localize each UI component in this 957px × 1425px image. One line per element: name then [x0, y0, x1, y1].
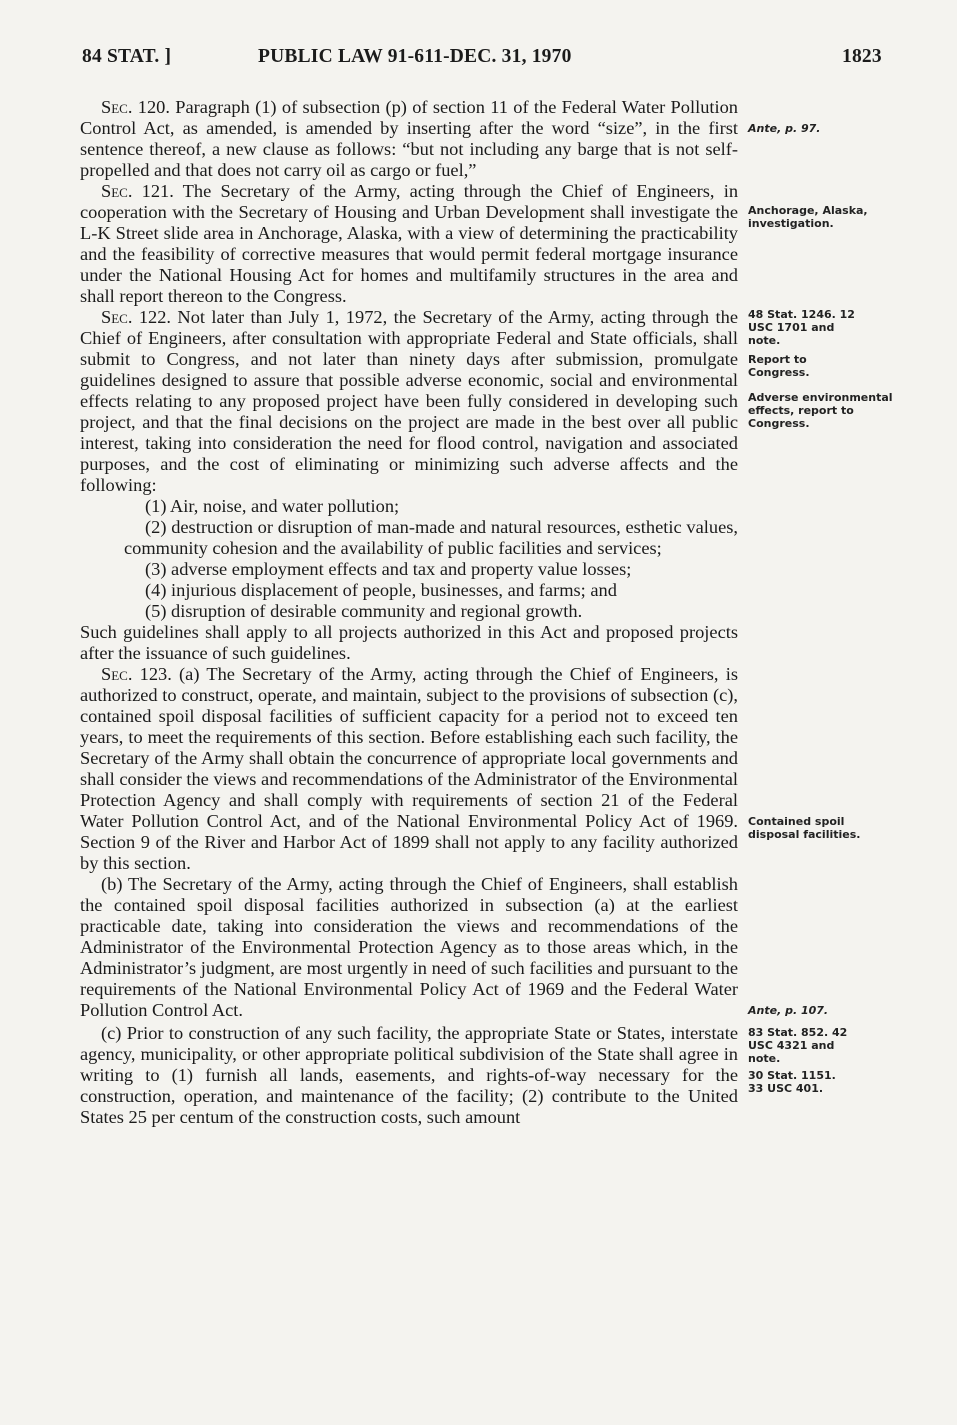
- list-item: (3) adverse employment effects and tax and property value losses;: [145, 559, 632, 579]
- running-header-volume: 84 STAT. ]: [82, 46, 172, 67]
- section-120: [80, 97, 738, 181]
- section-text: The Secretary of the Army, acting through the Chief of Engineers, in cooperation with the Secretary of Housing and Urban Development shall investigate the L-K Street slide area in Anchorage, Alaska, with a view of determining the practicability and the feasibility of corrective measures that would permit federal mortgage insurance under the National Housing Act for homes and multifamily structures in the area and shall report thereon to the Congress.: [80, 181, 739, 306]
- margin-note-83-stat: 83 Stat. 852. 42 USC 4321 and note.: [748, 1026, 848, 1065]
- section-123-b: (b) The Secretary of the Army, acting through the Chief of Engineers, shall establish the contained spoil disposal facilities authorized in subsection (a) at the earliest practicable date, taking into consideration the views and recommendations of the Administrator of the Environmental Protection Agency as to those areas which, in the Administrator’s judgment, are most urgently in need of such facilities and pursuant to the requirements of the National Environmental Policy Act of 1969 and the Federal Water Pollution Control Act.: [80, 874, 738, 1020]
- margin-note-adverse: Adverse environmental effects, report to Congress.: [748, 391, 893, 430]
- list-item: (2) destruction or disruption of man-made and natural resources, esthetic values, community cohesion and the availability of public facilities and services;: [124, 517, 738, 558]
- section-label: Sec. 122.: [101, 307, 172, 327]
- section-122-closing: Such guidelines shall apply to all projects authorized in this Act and proposed projects after the issuance of such guidelines.: [80, 622, 738, 663]
- section-text: (a) The Secretary of the Army, acting through the Chief of Engineers, is authorized to construct, operate, and maintain, subject to the provisions of subsection (c), contained spoil disposal facilities of sufficient capacity for a period not to exceed ten years, to meet the requirements of this section. Before establishing each such facility, the Secretary of the Army shall obtain the concurrence of appropriate local governments and shall consider the views and recommendations of the Administrator of the Environmental Protection Agency and shall comply with requirements of section 21 of the Federal Water Pollution Control Act, and of the National Environmental Policy Act of 1969. Section 9 of the River and Harbor Act of 1899 shall not apply to any facility authorized by this section.: [80, 664, 738, 873]
- section-label: Sec. 120.: [101, 97, 170, 117]
- margin-note-ante-107: Ante, p. 107.: [748, 1004, 829, 1017]
- section-label: Sec. 123.: [101, 664, 172, 684]
- section-text: Paragraph (1) of subsection (p) of section 11 of the Federal Water Pollution Control Act, as amended, is amended by inserting after the word “size”, in the first sentence thereof, a new clause as follows: “but not including any barge that is not self-propelled and that does not carry oil as cargo or fuel,”: [80, 97, 738, 180]
- margin-note-report: Report to Congress.: [748, 353, 810, 379]
- margin-note-spoil: Contained spoil disposal facilities.: [748, 815, 861, 841]
- margin-note-48-stat: 48 Stat. 1246. 12 USC 1701 and note.: [748, 308, 855, 347]
- page-number: 1823: [842, 46, 882, 67]
- statute-body: [80, 97, 738, 1128]
- section-122: [80, 307, 738, 496]
- section-text: Not later than July 1, 1972, the Secretary of the Army, acting through the Chief of Engineers, after consultation with appropriate Federal and State officials, shall submit to Congress, and not later than ninety days after submission, promulgate guidelines designed to assure that possible adverse economic, social and environmental effects relating to any proposed project have been fully considered in developing such project, and that the final decisions on the project are made in the best over all public interest, taking into consideration the need for flood control, navigation and associated purposes, and the cost of eliminating or minimizing such adverse affects and the following:: [80, 307, 738, 495]
- list-item: (1) Air, noise, and water pollution;: [145, 496, 400, 516]
- list-item: (5) disruption of desirable community and regional growth.: [145, 601, 583, 621]
- list-item: (4) injurious displacement of people, businesses, and farms; and: [145, 580, 617, 600]
- margin-note-anchorage: Anchorage, Alaska, investigation.: [748, 204, 868, 230]
- margin-note-30-stat: 30 Stat. 1151. 33 USC 401.: [748, 1069, 836, 1095]
- running-header-title: PUBLIC LAW 91-611-DEC. 31, 1970: [258, 46, 572, 67]
- section-123-c: (c) Prior to construction of any such facility, the appropriate State or States, interstate agency, municipality, or other appropriate political subdivision of the State shall agree in writing to (1) furnish all lands, easements, and rights-of-way necessary for the construction, operation, and maintenance of the facility; (2) contribute to the United States 25 per centum of the construction costs, such amount: [80, 1023, 738, 1127]
- margin-note-ante-97: Ante, p. 97.: [748, 122, 821, 135]
- section-123-a: [80, 664, 738, 874]
- section-121: [80, 181, 738, 307]
- section-label: Sec. 121.: [101, 181, 174, 201]
